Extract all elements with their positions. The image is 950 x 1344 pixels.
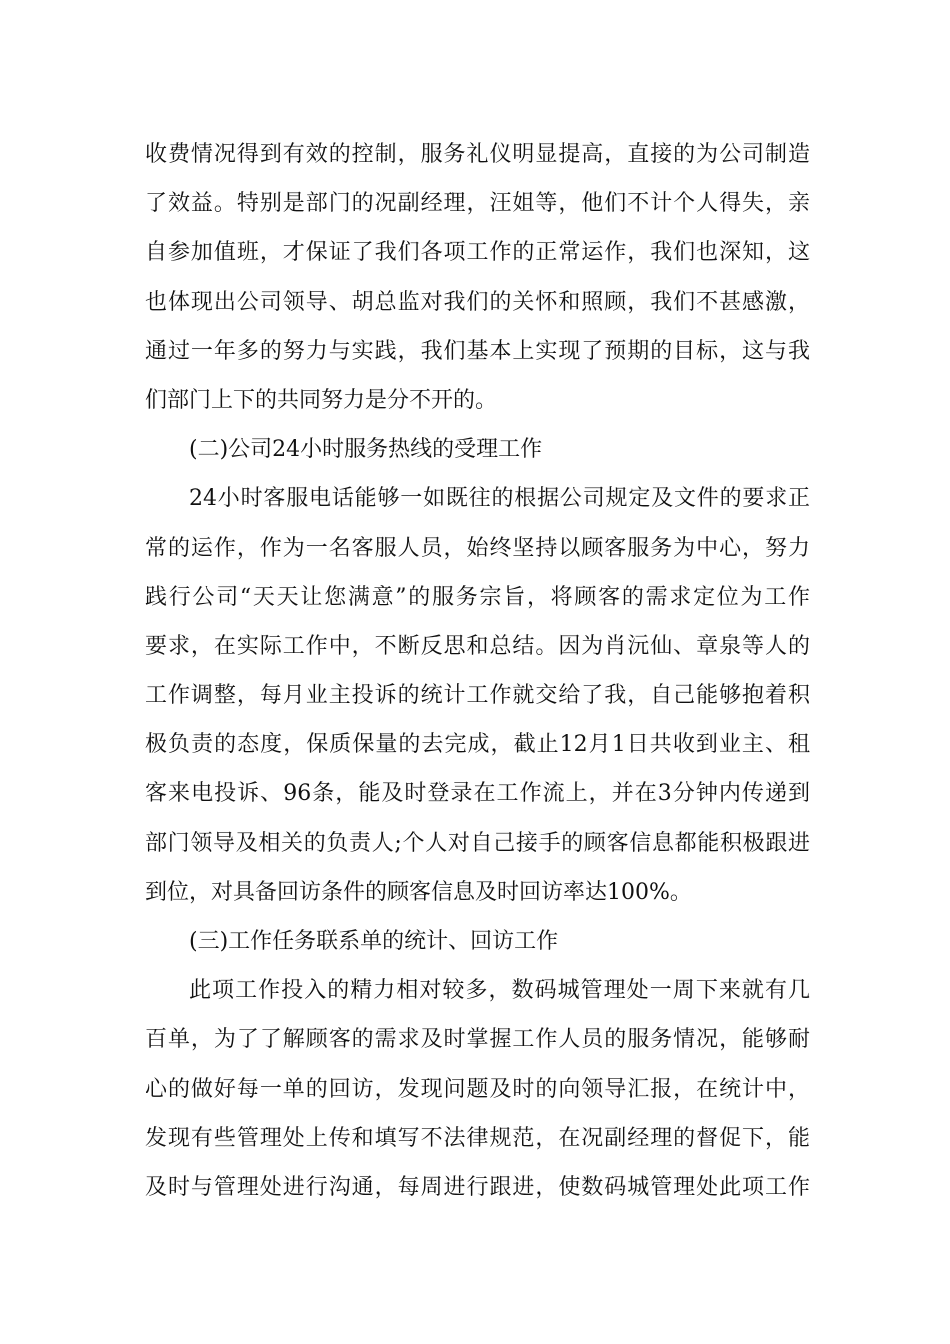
text-line: 到位，对具备回访条件的顾客信息及时回访率达100%。	[145, 879, 692, 905]
document-body	[145, 130, 810, 1212]
text-line: 工作调整，每月业主投诉的统计工作就交给了我，自己能够抱着积	[145, 683, 810, 709]
text-line: 百单，为了了解顾客的需求及时掌握工作人员的服务情况，能够耐	[145, 1027, 810, 1053]
text-line: 部门领导及相关的负责人;个人对自己接手的顾客信息都能积极跟进	[145, 830, 810, 856]
section-heading: (二)公司24小时服务热线的受理工作	[189, 437, 543, 463]
text-line: 发现有些管理处上传和填写不法律规范，在况副经理的督促下，能	[145, 1125, 810, 1151]
text-line: 此项工作投入的精力相对较多，数码城管理处一周下来就有几	[189, 978, 810, 1004]
text-line: 通过一年多的努力与实践，我们基本上实现了预期的目标，这与我	[145, 338, 810, 364]
text-line: 24小时客服电话能够一如既往的根据公司规定及文件的要求正	[189, 486, 810, 512]
text-line: 要求，在实际工作中，不断反思和总结。因为肖沅仙、章泉等人的	[145, 633, 810, 659]
text-line: 及时与管理处进行沟通，每周进行跟进，使数码城管理处此项工作	[145, 1174, 810, 1200]
section-heading: (三)工作任务联系单的统计、回访工作	[189, 929, 559, 954]
text-line: 了效益。特别是部门的况副经理，汪姐等，他们不计个人得失，亲	[145, 191, 810, 217]
text-line: 收费情况得到有效的控制，服务礼仪明显提高，直接的为公司制造	[145, 142, 810, 167]
text-line: 自参加值班，才保证了我们各项工作的正常运作，我们也深知，这	[145, 240, 810, 266]
text-line: 也体现出公司领导、胡总监对我们的关怀和照顾，我们不甚感激，	[145, 289, 810, 315]
text-line: 践行公司“天天让您满意”的服务宗旨，将顾客的需求定位为工作	[145, 584, 810, 610]
text-line: 们部门上下的共同努力是分不开的。	[145, 387, 498, 413]
text-line: 常的运作，作为一名客服人员，始终坚持以顾客服务为中心，努力	[145, 535, 810, 561]
text-line: 客来电投诉、96条，能及时登录在工作流上，并在3分钟内传递到	[145, 781, 810, 807]
text-line: 心的做好每一单的回访，发现问题及时的向领导汇报，在统计中，	[145, 1076, 810, 1102]
text-line: 极负责的态度，保质保量的去完成，截止12月1日共收到业主、租	[145, 732, 810, 758]
